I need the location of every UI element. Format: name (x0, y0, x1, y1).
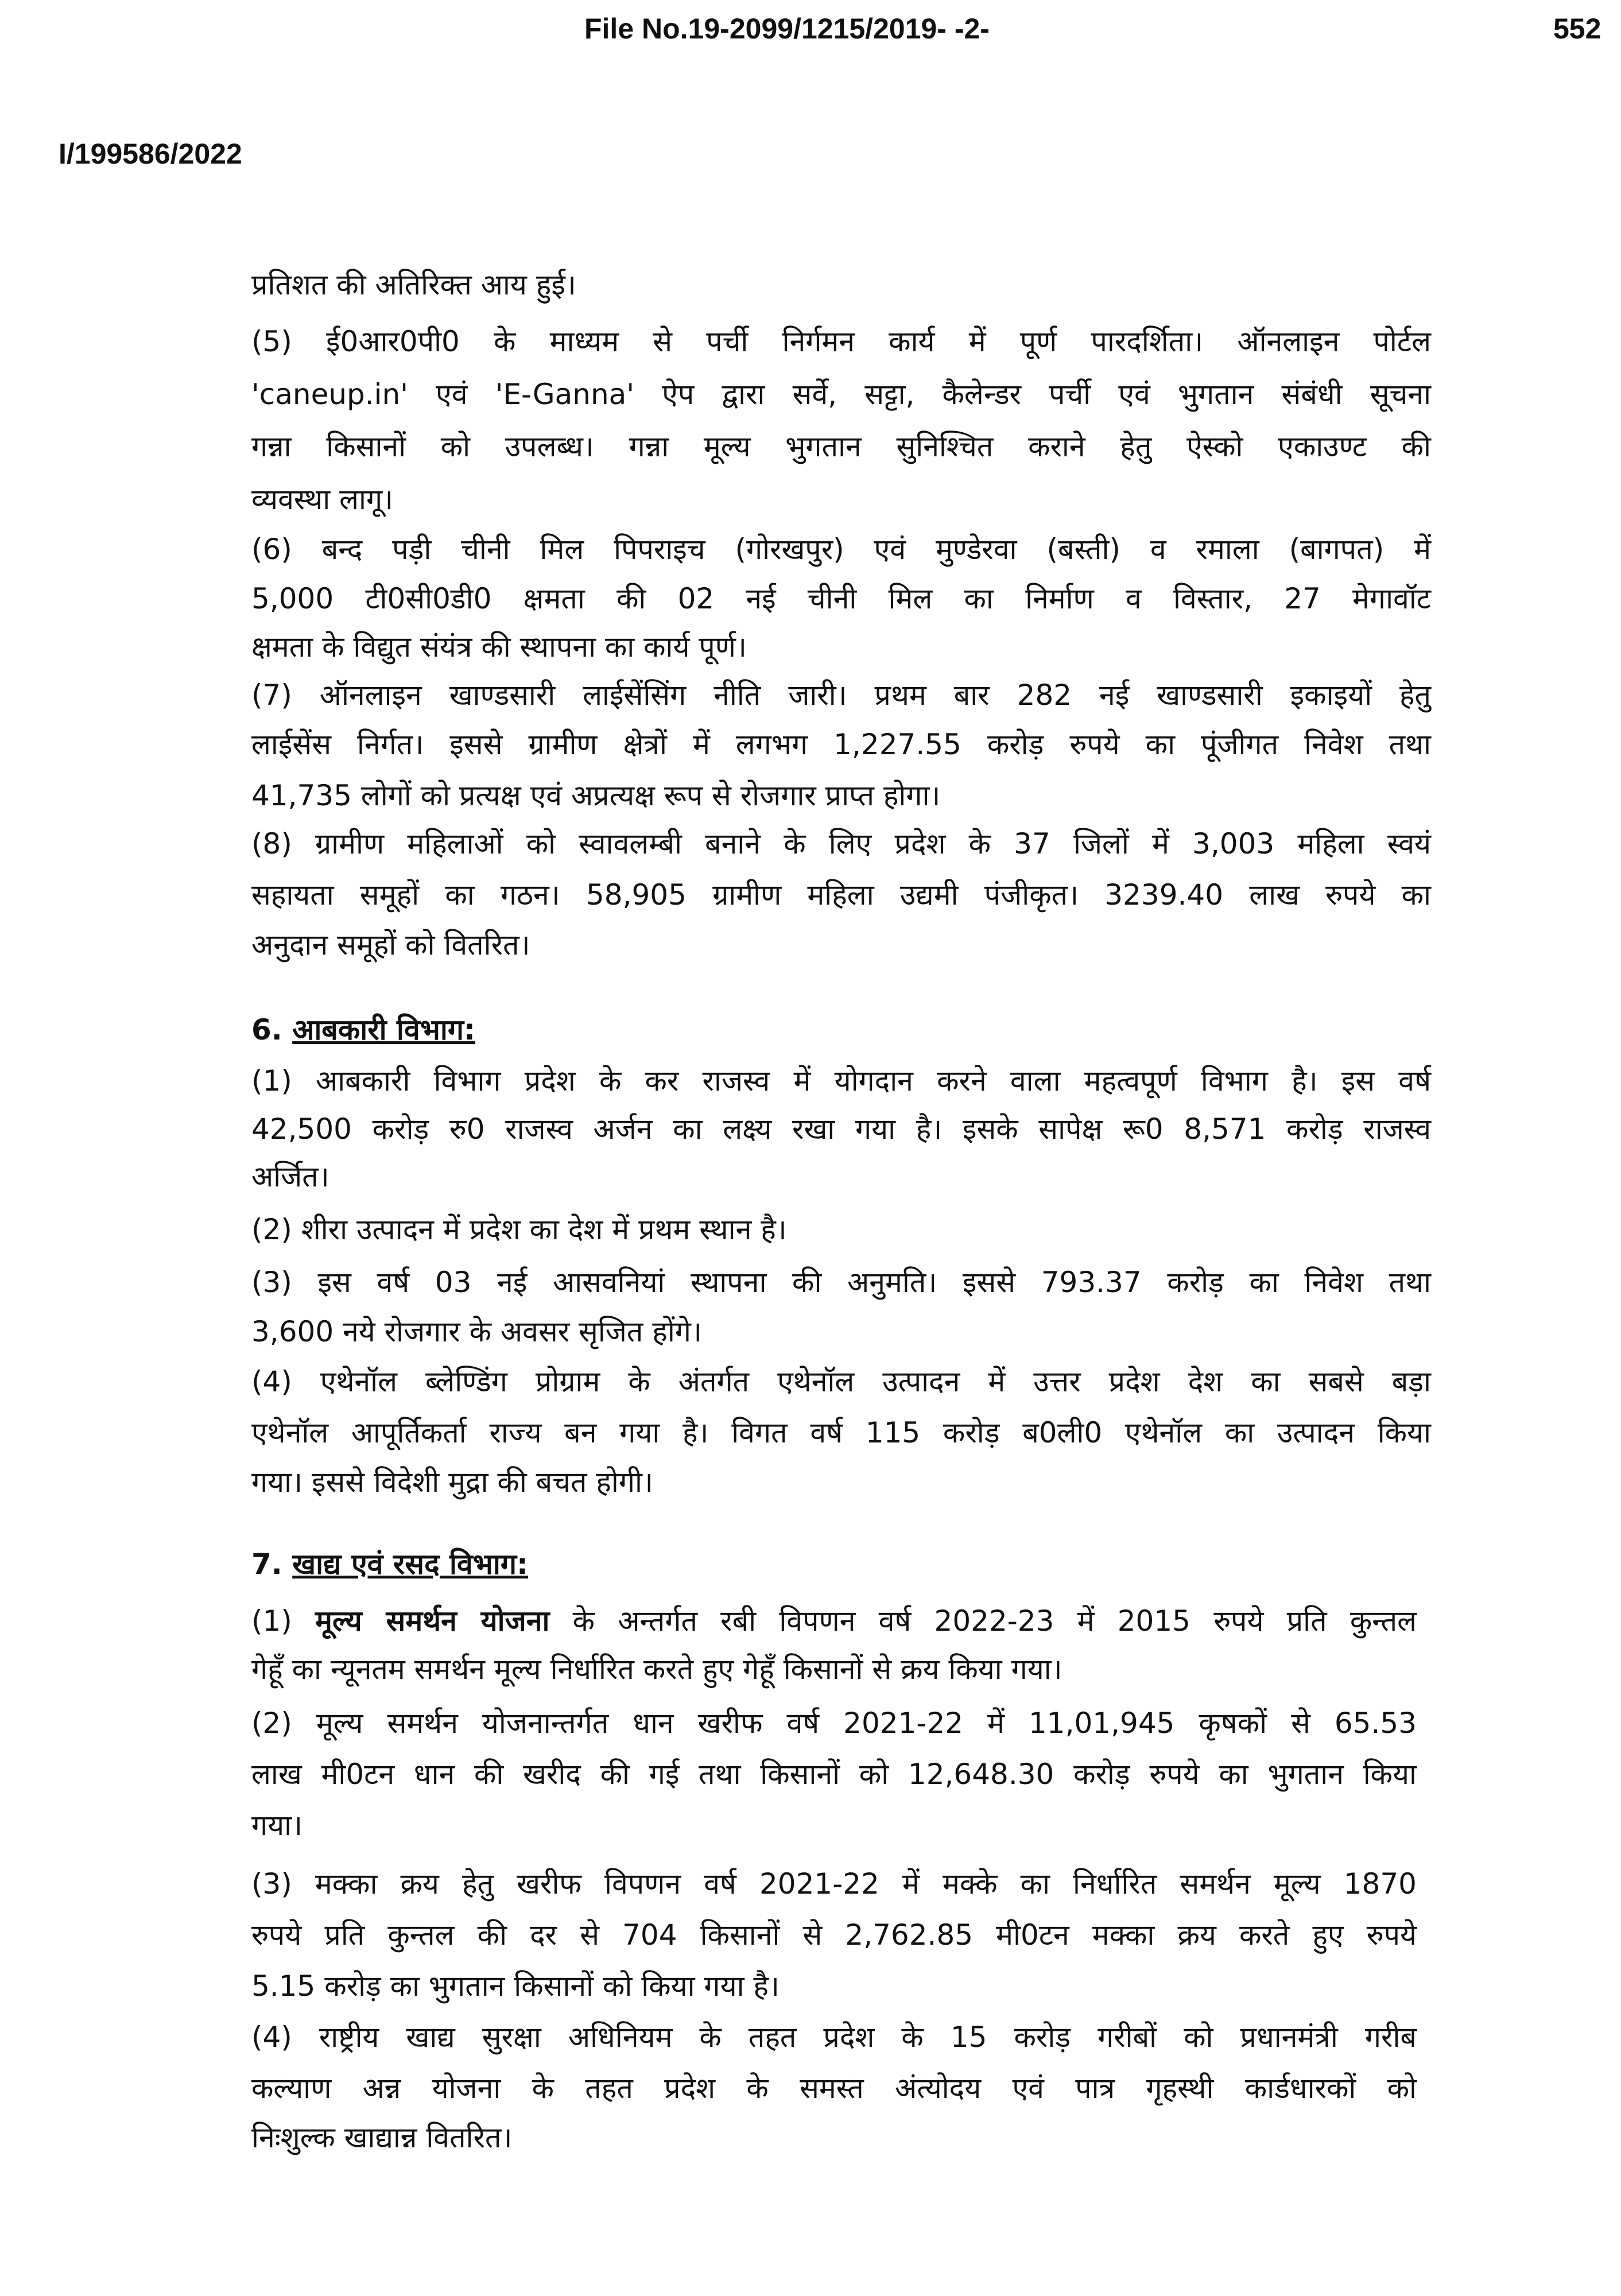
line-text: (3) मक्का क्रय हेतु खरीफ विपणन वर्ष 2021-22 में मक्के का निर्धारित समर्थन मूल्य 1870 (251, 1867, 1417, 1901)
line-text: कल्याण अन्न योजना के तहत प्रदेश के समस्त अंत्योदय एवं पात्र गृहस्थी कार्डधारकों को (251, 2072, 1417, 2105)
bold-scheme-name: मूल्य समर्थन योजना (315, 1604, 550, 1638)
line-text: (2) शीरा उत्पादन में प्रदेश का देश में प्रथम स्थान है। (251, 1213, 787, 1246)
line-text: 3,600 नये रोजगार के अवसर सृजित होंगे। (251, 1315, 702, 1348)
line-text: लाख मी0टन धान की खरीद की गई तथा किसानों को 12,648.30 करोड़ रुपये का भुगतान किया (251, 1758, 1417, 1791)
line-text: गन्ना किसानों को उपलब्ध। गन्ना मूल्य भुगतान सुनिश्चित कराने हेतु ऐस्को एकाउण्ट की (251, 430, 1431, 463)
text-line (251, 2062, 1417, 2115)
line-text: (5) ई0आर0पी0 के माध्यम से पर्ची निर्गमन कार्य में पूर्ण पारदर्शिता। ऑनलाइन पोर्टल (251, 325, 1431, 358)
text-line (251, 1256, 1431, 1309)
text-line (251, 1406, 1431, 1459)
text-line (251, 473, 1431, 526)
line-text: गया। इससे विदेशी मुद्रा की बचत होगी। (251, 1465, 653, 1499)
section-number: 7. (251, 1548, 293, 1581)
text-line (251, 1305, 1431, 1358)
text-line (251, 572, 1431, 625)
text-line (251, 1150, 1431, 1203)
text-line (251, 315, 1431, 368)
text-line (251, 1355, 1431, 1408)
text-line (251, 1697, 1417, 1750)
line-text: 42,500 करोड़ रु0 राजस्व अर्जन का लक्ष्य रखा गया है। इसके सापेक्ष रू0 8,571 करोड़ राजस्व (251, 1112, 1431, 1146)
line-text: 5,000 टी0सी0डी0 क्षमता की 02 नई चीनी मिल का निर्माण व विस्तार, 27 मेगावॉट (251, 582, 1431, 615)
text-line (251, 817, 1431, 870)
document-id: I/199586/2022 (59, 138, 242, 170)
text-line (251, 769, 1431, 822)
text-line (251, 1960, 1417, 2012)
text-line (251, 1643, 1417, 1696)
line-text: गया। (251, 1809, 303, 1842)
text-line (251, 1203, 1431, 1256)
line-text: 'caneup.in' एवं 'E-Ganna' ऐप द्वारा सर्वे, सट्टा, कैलेन्डर पर्ची एवं भुगतान संबंधी सूचना (251, 378, 1431, 411)
section-number: 6. (251, 1013, 293, 1046)
section-title: आबकारी विभाग: (292, 1013, 476, 1046)
line-text: प्रतिशत की अतिरिक्त आय हुई। (251, 268, 576, 301)
line-text: (4) राष्ट्रीय खाद्य सुरक्षा अधिनियम के तहत प्रदेश के 15 करोड़ गरीबों को प्रधानमंत्री गरीब (251, 2020, 1417, 2054)
text-line (251, 258, 1431, 311)
text-line (251, 918, 1431, 971)
text-line (251, 1054, 1431, 1107)
line-text: (8) ग्रामीण महिलाओं को स्वावलम्बी बनाने के लिए प्रदेश के 37 जिलों में 3,003 महिला स्वयं (251, 827, 1431, 860)
text-line (251, 620, 1431, 673)
line-text: व्यवस्था लागू। (251, 483, 394, 516)
line-text: (1) आबकारी विभाग प्रदेश के कर राजस्व में योगदान करने वाला महत्वपूर्ण विभाग है। इस वर्ष (251, 1064, 1431, 1097)
line-text: लाईसेंस निर्गत। इससे ग्रामीण क्षेत्रों में लगभग 1,227.55 करोड़ रुपये का पूंजीगत निवेश तथा (251, 728, 1431, 761)
item-number: (1) (251, 1604, 316, 1638)
line-text: (7) ऑनलाइन खाण्डसारी लाईसेंसिंग नीति जारी। प्रथम बार 282 नई खाण्डसारी इकाइयों हेतु (251, 678, 1431, 712)
line-text: (3) इस वर्ष 03 नई आसवनियां स्थापना की अनुमति। इससे 793.37 करोड़ का निवेश तथा (251, 1266, 1431, 1299)
line-text: एथेनॉल आपूर्तिकर्ता राज्य बन गया है। विगत वर्ष 115 करोड़ ब0ली0 एथेनॉल का उत्पादन किया (251, 1416, 1431, 1449)
text-line (251, 1595, 1417, 1647)
text-line (251, 1456, 1431, 1508)
text-line (251, 718, 1431, 771)
text-line (251, 1748, 1417, 1801)
line-text: गेहूँ का न्यूनतम समर्थन मूल्य निर्धारित करते हुए गेहूँ किसानों से क्रय किया गया। (251, 1653, 1062, 1686)
text-line (251, 1103, 1431, 1155)
text-line (251, 420, 1431, 473)
text-line (251, 2111, 1417, 2164)
section-heading (251, 1003, 1431, 1056)
line-text: (2) मूल्य समर्थन योजनान्तर्गत धान खरीफ वर्ष 2021-22 में 11,01,945 कृषकों से 65.53 (251, 1707, 1417, 1740)
text-line (251, 2011, 1417, 2064)
line-text: क्षमता के विद्युत संयंत्र की स्थापना का कार्य पूर्ण। (251, 630, 747, 664)
line-text: 41,735 लोगों को प्रत्यक्ष एवं अप्रत्यक्ष रूप से रोजगार प्राप्त होगा। (251, 779, 941, 812)
line-text: निःशुल्क खाद्यान्न वितरित। (251, 2121, 513, 2154)
line-text: 5.15 करोड़ का भुगतान किसानों को किया गया है। (251, 1969, 780, 2003)
line-text: सहायता समूहों का गठन। 58,905 ग्रामीण महिला उद्यमी पंजीकृत। 3239.40 लाख रुपये का (251, 878, 1431, 912)
text-line (251, 669, 1431, 722)
text-line (251, 523, 1431, 576)
file-number: File No.19-2099/1215/2019- -2- (584, 13, 990, 45)
line-text: अनुदान समूहों को वितरित। (251, 928, 530, 961)
line-text: के अन्तर्गत रबी विपणन वर्ष 2022-23 में 2015 रुपये प्रति कुन्तल (549, 1604, 1417, 1638)
text-line (251, 868, 1431, 921)
text-line (251, 1857, 1417, 1910)
section-title: खाद्य एवं रसद विभाग: (292, 1548, 529, 1581)
text-line (251, 1799, 1417, 1852)
text-line (251, 368, 1431, 421)
line-text: (6) बन्द पड़ी चीनी मिल पिपराइच (गोरखपुर) एवं मुण्डेरवा (बस्ती) व रमाला (बागपत) में (251, 533, 1431, 566)
line-text: रुपये प्रति कुन्तल की दर से 704 किसानों से 2,762.85 मी0टन मक्का क्रय करते हुए रुपये (251, 1918, 1417, 1952)
text-line (251, 1909, 1417, 1961)
page-number: 552 (1553, 13, 1601, 45)
line-text: (4) एथेनॉल ब्लेण्डिंग प्रोग्राम के अंतर्गत एथेनॉल उत्पादन में उत्तर प्रदेश देश का सबसे बड़ा (251, 1365, 1431, 1398)
section-heading (251, 1538, 1417, 1591)
line-text: अर्जित। (251, 1160, 329, 1193)
